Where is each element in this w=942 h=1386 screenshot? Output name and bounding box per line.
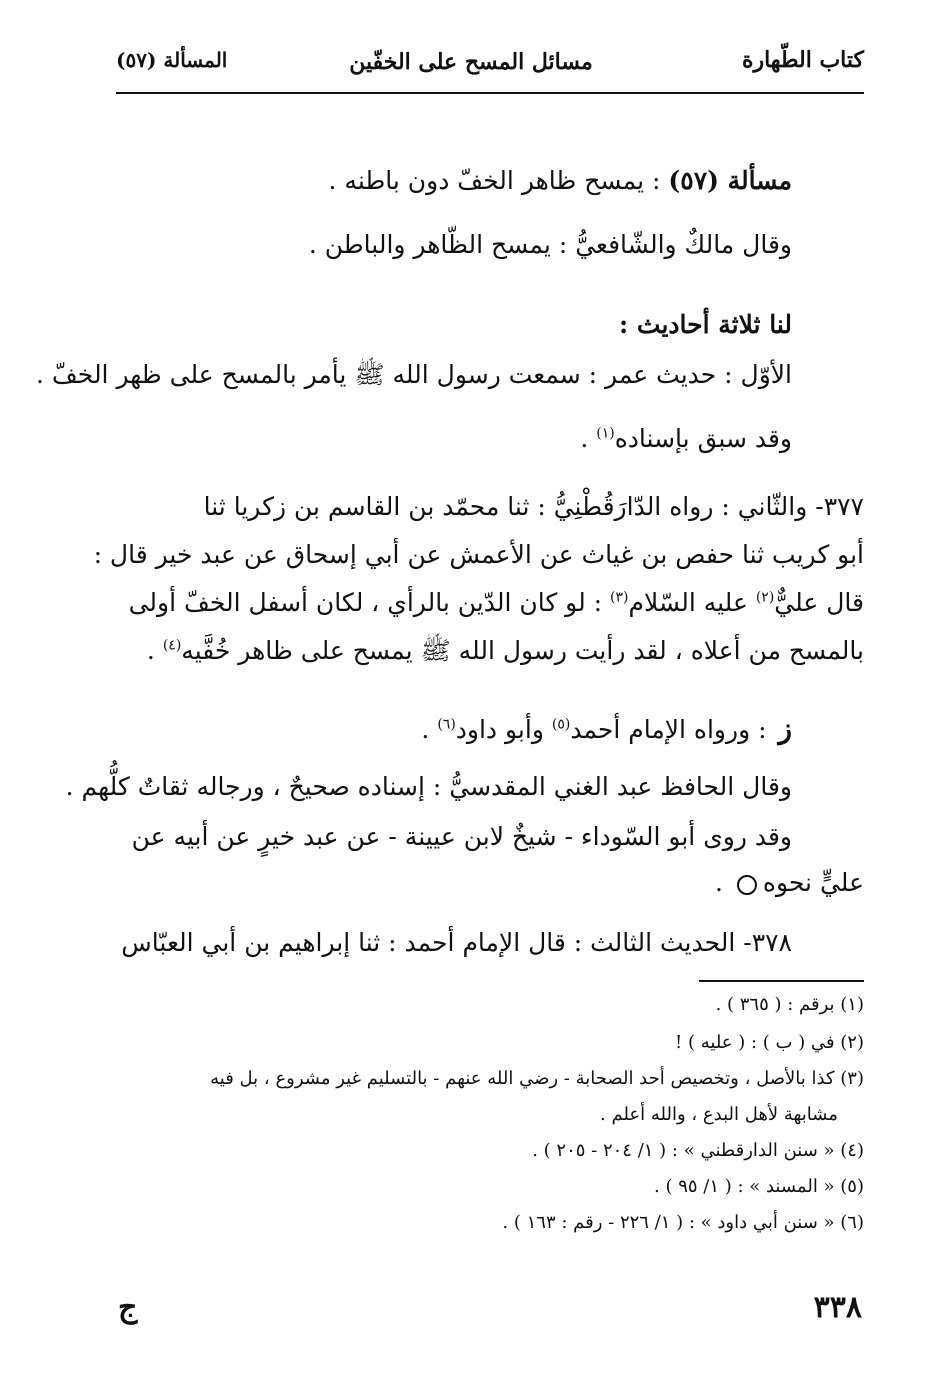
header-chapter-title: مسائل المسح على الخفّين xyxy=(349,49,593,75)
header-divider xyxy=(116,92,864,94)
hadith-378-line-1: ٣٧٨- الحديث الثالث : قال الإمام أحمد : ثنا إبراهيم بن أبي العبّاس xyxy=(121,928,792,957)
footnote-marker-4: (٤) xyxy=(162,637,182,654)
ziyadah-line-3: وقد روى أبو السّوداء - شيخٌ لابن عيينة - عن عبد خيرٍ عن أبيه عن xyxy=(131,822,792,851)
footnote-4: (٤) « سنن الدارقطني » : ( ١/ ٢٠٤ - ٢٠٥ ) . xyxy=(532,1140,864,1161)
header-issue-number: المسألة (٥٧) xyxy=(116,48,228,72)
ziyadah-end: . xyxy=(421,715,438,744)
ziyadah-line-2: وقال الحافظ عبد الغني المقدسيُّ : إسناده صحيحٌ ، ورجاله ثقاتٌ كلُّهم . xyxy=(65,772,792,801)
dissent-line: وقال مالكٌ والشّافعيُّ : يمسح الظّاهر والباطن . xyxy=(308,230,792,259)
ziyadah-text-d: عليٍّ نحوه xyxy=(762,868,864,897)
hadith-377-text-c: : لو كان الدّين بالرأي ، لكان أسفل الخفّ أولى xyxy=(128,588,611,617)
footnote-marker-2: (٢) xyxy=(755,589,775,606)
issue-statement xyxy=(329,164,792,198)
issue-label: مسألة (٥٧) xyxy=(668,166,792,195)
ziyadah-text-a: : ورواه الإمام أحمد xyxy=(570,715,775,744)
ziyadah-final-period: . xyxy=(715,868,731,897)
page-number: ٣٣٨ xyxy=(813,1290,862,1325)
hadith-377-line-3 xyxy=(129,586,864,620)
footnote-marker-6: (٦) xyxy=(437,716,456,733)
reference-end: . xyxy=(580,424,597,453)
hadith-377-text-a: قال عليٌّ xyxy=(774,588,864,617)
end-of-passage-circle-icon xyxy=(737,875,757,895)
ziyadah-line-4 xyxy=(715,866,864,900)
footnote-marker-1: (١) xyxy=(596,425,615,442)
footnote-5: (٥) « المسند » : ( ١/ ٩٥ ) . xyxy=(654,1176,864,1197)
hadith-377-end: . xyxy=(146,636,163,665)
footnote-6: (٦) « سنن أبي داود » : ( ١/ ٢٢٦ - رقم : ١٦٣ ) . xyxy=(502,1212,864,1233)
ahadith-heading: لنا ثلاثة أحاديث : xyxy=(618,310,792,339)
reference-text: وقد سبق بإسناده xyxy=(614,424,792,453)
ziyadah-symbol: ز xyxy=(778,712,792,745)
issue-text: : يمسح ظاهر الخفّ دون باطنه . xyxy=(328,166,669,195)
ziyadah-text-b: وأبو داود xyxy=(455,715,552,744)
footnote-marker-3: (٣) xyxy=(610,589,629,606)
header-book-title: كتاب الطّهارة xyxy=(741,47,864,73)
hadith-377-line-2: أبو كريب ثنا حفص بن غياث عن الأعمش عن أبي إسحاق عن عبد خير قال : xyxy=(93,540,864,569)
hadith-377-text-b: عليه السّلام xyxy=(628,588,756,617)
footnote-3: (٣) كذا بالأصل ، وتخصيص أحد الصحابة - رضي الله عنهم - بالتسليم غير مشروع ، بل فيه xyxy=(210,1068,864,1089)
first-hadith: الأوّل : حديث عمر : سمعت رسول الله ﷺ يأمر بالمسح على ظهر الخفّ . xyxy=(36,360,792,389)
footnotes-divider xyxy=(699,980,864,982)
hadith-377-text-d: بالمسح من أعلاه ، لقد رأيت رسول الله ﷺ يمسح على ظاهر خُفَّيه xyxy=(181,636,864,665)
signature-mark: ج xyxy=(118,1290,138,1325)
footnote-marker-5: (٥) xyxy=(551,716,571,733)
footnote-1: (١) برقم : ( ٣٦٥ ) . xyxy=(715,994,864,1015)
hadith-377-line-4 xyxy=(147,634,864,668)
first-hadith-reference xyxy=(580,422,792,456)
hadith-377-line-1: ٣٧٧- والثّاني : رواه الدّارَقُطْنِيُّ : ثنا محمّد بن القاسم بن زكريا ثنا xyxy=(203,492,864,521)
ziyadah-line-1 xyxy=(421,712,792,747)
footnote-3-continued: مشابهة لأهل البدع ، والله أعلم . xyxy=(600,1104,838,1125)
footnote-2: (٢) في ( ب ) : ( عليه ) ! xyxy=(675,1032,864,1053)
